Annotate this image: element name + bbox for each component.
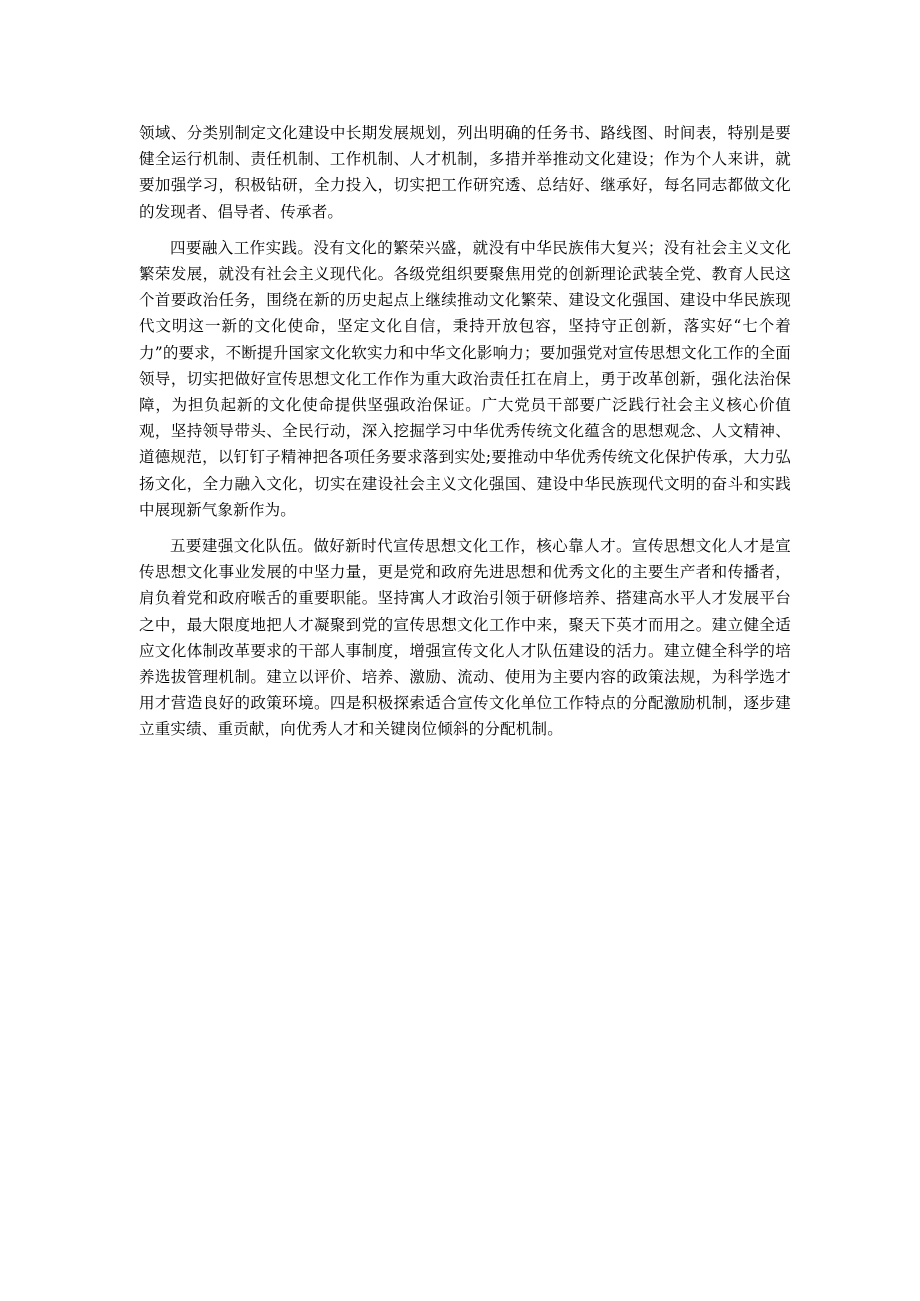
paragraph-continuation: 领域、分类别制定文化建设中长期发展规划，列出明确的任务书、路线图、时间表，特别是要健全运行机制、责任机制、工作机制、人才机制，多措并举推动文化建设；作为个人来讲，就要加强学习，积极钻研，全力投入，切实把工作研究透、总结好、继承好，每名同志都做文化的发现者、倡导者、传承者。	[139, 124, 791, 221]
paragraph-gap	[139, 225, 791, 235]
document-body	[139, 120, 791, 743]
paragraph-gap	[139, 523, 791, 533]
paragraph-four-integrate-practice: 四要融入工作实践。没有文化的繁荣兴盛，就没有中华民族伟大复兴；没有社会主义文化繁荣发展，就没有社会主义现代化。各级党组织要聚焦用党的创新理论武装全党、教育人民这个首要政治任务，围绕在新的历史起点上继续推动文化繁荣、建设文化强国、建设中华民族现代文明这一新的文化使命，坚定文化自信，秉持开放包容，坚持守正创新，落实好“七个着力”的要求，不断提升国家文化软实力和中华文化影响力；要加强党对宣传思想文化工作的全面领导，切实把做好宣传思想文化工作作为重大政治责任扛在肩上，勇于改革创新，强化法治保障，为担负起新的文化使命提供坚强政治保证。广大党员干部要广泛践行社会主义核心价值观，坚持领导带头、全民行动，深入挖掘学习中华优秀传统文化蕴含的思想观念、人文精神、道德规范，以钉钉子精神把各项任务要求落到实处;要推动中华优秀传统文化保护传承，大力弘扬文化，全力融入文化，切实在建设社会主义文化强国、建设中华民族现代文明的奋斗和实践中展现新气象新作为。	[139, 238, 791, 519]
paragraph-five-build-team: 五要建强文化队伍。做好新时代宣传思想文化工作，核心靠人才。宣传思想文化人才是宣传思想文化事业发展的中坚力量，更是党和政府先进思想和优秀文化的主要生产者和传播者，肩负着党和政府喉舌的重要职能。坚持寓人才政治引领于研修培养、搭建高水平人才发展平台之中，最大限度地把人才凝聚到党的宣传思想文化工作中来，聚天下英才而用之。建立健全适应文化体制改革要求的干部人事制度，增强宣传文化人才队伍建设的活力。建立健全科学的培养选拔管理机制。建立以评价、培养、激励、流动、使用为主要内容的政策法规，为科学选才用才营造良好的政策环境。四是积极探索适合宣传文化单位工作特点的分配激励机制，逐步建立重实绩、重贡献，向优秀人才和关键岗位倾斜的分配机制。	[139, 537, 791, 739]
